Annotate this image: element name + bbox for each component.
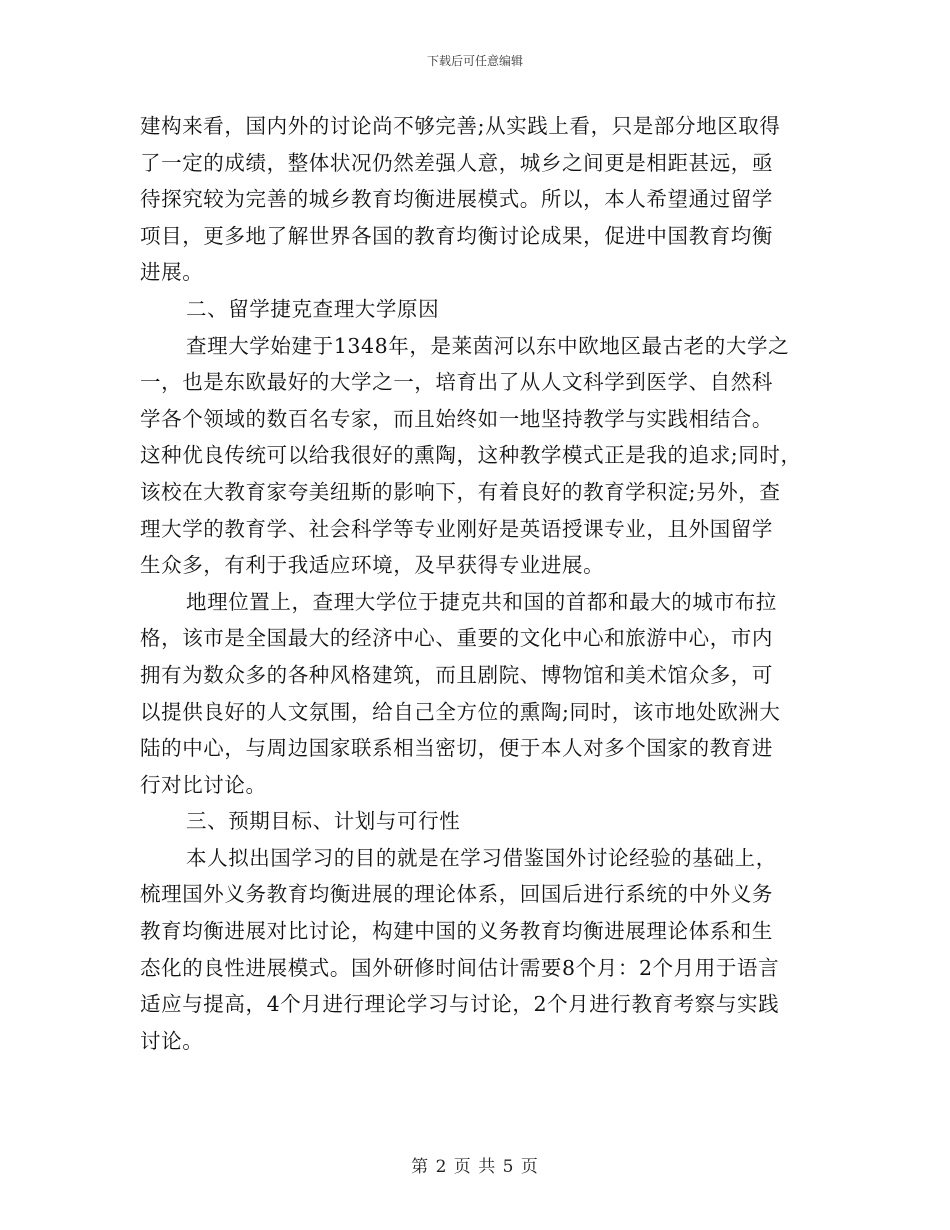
- body-line: 格，该市是全国最大的经济中心、重要的文化中心和旅游中心，市内: [140, 626, 773, 651]
- body-line: 以提供良好的人文氛围，给自己全方位的熏陶;同时，该市地处欧洲大: [140, 699, 781, 724]
- page-header: 下载后可任意编辑: [426, 54, 523, 68]
- body-line: 生众多，有利于我适应环境，及早获得专业进展。: [140, 553, 605, 578]
- document-body: [140, 108, 810, 1059]
- body-line: 适应与提高，4个月进行理论学习与讨论，2个月进行教育考察与实践: [140, 992, 780, 1017]
- body-line: 待探究较为完善的城乡教育均衡进展模式。所以，本人希望通过留学: [140, 187, 773, 212]
- page-number: 第 2 页 共 5 页: [411, 1157, 539, 1177]
- body-line: 拥有为数众多的各种风格建筑，而且剧院、博物馆和美术馆众多，可: [140, 662, 773, 687]
- body-line: 讨论。: [140, 1028, 204, 1053]
- paragraph-start: 本人拟出国学习的目的就是在学习借鉴国外讨论经验的基础上，: [186, 845, 777, 870]
- body-line: 陆的中心，与周边国家联系相当密切，便于本人对多个国家的教育进: [140, 736, 773, 761]
- body-line: 该校在大教育家夸美纽斯的影响下，有着良好的教育学积淀;另外，查: [140, 479, 781, 504]
- paragraph-start: 查理大学始建于1348年，是莱茵河以东中欧地区最古老的大学之: [186, 333, 790, 358]
- body-line: 态化的良性进展模式。国外研修时间估计需要8个月：2个月用于语言: [140, 955, 780, 980]
- body-line: 学各个领域的数百名专家，而且始终如一地坚持教学与实践相结合。: [140, 406, 773, 431]
- body-line: 这种优良传统可以给我很好的熏陶，这种教学模式正是我的追求;同时，: [140, 443, 802, 468]
- body-line: 理大学的教育学、社会科学等专业刚好是英语授课专业，且外国留学: [140, 516, 773, 541]
- paragraph-start: 地理位置上，查理大学位于捷克共和国的首都和最大的城市布拉: [186, 589, 777, 614]
- body-line: 教育均衡进展对比讨论，构建中国的义务教育均衡进展理论体系和生: [140, 919, 773, 944]
- section-heading: 三、预期目标、计划与可行性: [186, 809, 461, 834]
- body-line: 建构来看，国内外的讨论尚不够完善;从实践上看，只是部分地区取得: [140, 114, 781, 138]
- body-line: 梳理国外义务教育均衡进展的理论体系，回国后进行系统的中外义务: [140, 882, 773, 907]
- body-line: 进展。: [140, 260, 204, 285]
- body-line: 行对比讨论。: [140, 772, 267, 797]
- body-line: 一，也是东欧最好的大学之一，培育出了从人文科学到医学、自然科: [140, 370, 773, 395]
- body-line: 了一定的成绩，整体状况仍然差强人意，城乡之间更是相距甚远，亟: [140, 150, 773, 175]
- section-heading: 二、留学捷克查理大学原因: [186, 296, 440, 321]
- body-line: 项目，更多地了解世界各国的教育均衡讨论成果，促进中国教育均衡: [140, 223, 773, 248]
